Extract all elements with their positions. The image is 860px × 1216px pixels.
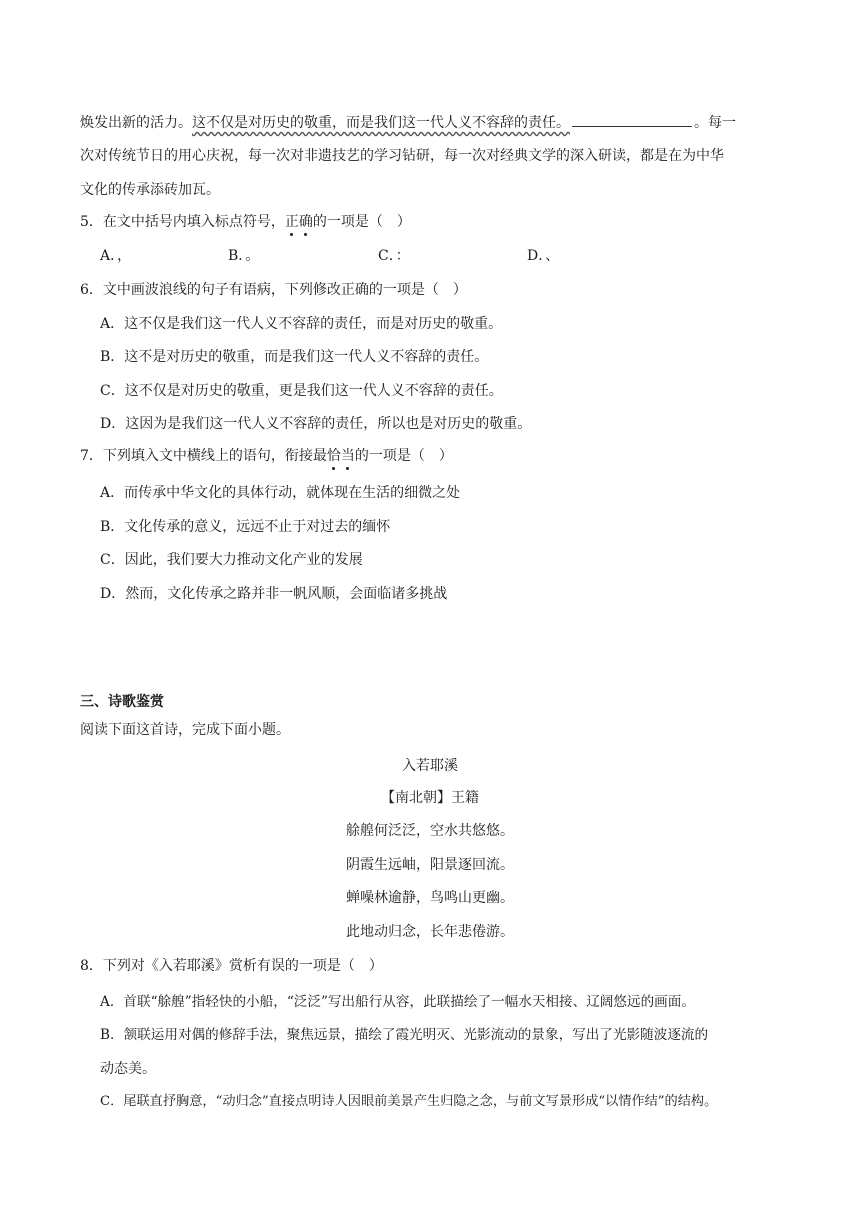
emphasis-char: 当: [340, 448, 355, 464]
q7-option-c[interactable]: C．因此，我们要大力推动文化产业的发展: [100, 552, 363, 568]
q7-option-b[interactable]: B．文化传承的意义，远远不止于对过去的缅怀: [100, 519, 391, 535]
q7-option-d[interactable]: D．然而，文化传承之路并非一帆风顺，会面临诸多挑战: [100, 586, 448, 602]
passage-text: 焕发出新的活力。: [80, 115, 192, 131]
wavy-sentence: 这不仅是对历史的敬重，而是我们这一代人义不容辞的责任。: [192, 115, 570, 131]
question-6-stem: 6．文中画波浪线的句子有语病，下列修改正确的一项是（ ）: [80, 282, 467, 298]
q5-option-a[interactable]: A．，: [100, 248, 132, 264]
poem-line-4: 此地动归念，长年悲倦游。: [346, 924, 514, 940]
q7-option-a[interactable]: A．而传承中华文化的具体行动，就体现在生活的细微之处: [100, 485, 461, 501]
q6-option-d[interactable]: D．这因为是我们这一代人义不容辞的责任，所以也是对历史的敬重。: [100, 416, 532, 432]
passage-line-1: [80, 112, 736, 133]
poem-title: 入若耶溪: [402, 758, 458, 774]
stem-text: 7．下列填入文中横线上的语句，衔接最: [80, 448, 327, 464]
q8-option-c[interactable]: C．尾联直抒胸意，“动归念”直接点明诗人因眼前美景产生归隐之念，与前文写景形成“以情作结”的结构。: [100, 1094, 718, 1109]
q8-option-b[interactable]: B．颔联运用对偶的修辞手法，聚焦远景，描绘了霞光明灭、光影流动的景象，写出了光影随波逐流的: [100, 1027, 709, 1043]
q5-option-b[interactable]: B．。: [228, 248, 260, 264]
section-intro: 阅读下面这首诗，完成下面小题。: [80, 722, 290, 738]
poem-line-3: 蝉噪林逾静，鸟鸣山更幽。: [346, 890, 514, 906]
answer-blank: [572, 112, 692, 127]
stem-text: 的一项是（ ）: [354, 448, 453, 464]
passage-text: 。每一: [694, 115, 736, 131]
q8-option-b-cont: 动态美。: [100, 1061, 156, 1077]
poem-author: 【南北朝】王籍: [381, 790, 479, 806]
q6-option-a[interactable]: A．这不仅是我们这一代人义不容辞的责任，而是对历史的敬重。: [100, 316, 503, 332]
poem-line-2: 阴霞生远岫，阳景逐回流。: [346, 857, 514, 873]
section-heading: 三、诗歌鉴赏: [80, 694, 164, 710]
question-5-stem: [80, 212, 411, 232]
passage-line-3: 文化的传承添砖加瓦。: [80, 182, 220, 198]
stem-text: 5．在文中括号内填入标点符号，: [80, 214, 285, 230]
emphasis-char: 正: [284, 214, 299, 230]
passage-line-2: 次对传统节日的用心庆祝，每一次对非遗技艺的学习钻研，每一次对经典文学的深入研读，都是在为中华: [80, 148, 724, 164]
q5-option-d[interactable]: D．、: [527, 248, 560, 264]
poem-line-1: 艅艎何泛泛，空水共悠悠。: [346, 823, 514, 839]
stem-text: 的一项是（ ）: [312, 214, 411, 230]
emphasis-char: 确: [298, 214, 313, 230]
emphasis-char: 恰: [326, 448, 341, 464]
q8-option-a[interactable]: A．首联“艅艎”指轻快的小船，“泛泛”写出船行从容，此联描绘了一幅水天相接、辽阔悠远的画面。: [100, 994, 695, 1010]
q6-option-b[interactable]: B．这不是对历史的敬重，而是我们这一代人义不容辞的责任。: [100, 349, 489, 365]
q5-option-c[interactable]: C．：: [378, 248, 410, 264]
q6-option-c[interactable]: C．这不仅是对历史的敬重，更是我们这一代人义不容辞的责任。: [100, 383, 503, 399]
question-7-stem: [80, 446, 453, 466]
question-8-stem: 8．下列对《入若耶溪》赏析有误的一项是（ ）: [80, 958, 383, 974]
